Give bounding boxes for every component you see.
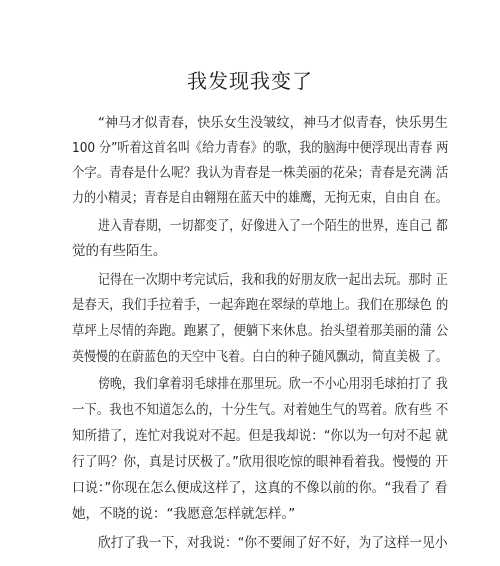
line-text: 她，不晓的说：“我愿意怎样就怎样。” xyxy=(72,506,296,522)
line-text: 是春天，我们手拉着手，一起奔跑在翠绿的草地上。我们在那绿色 的 xyxy=(72,297,449,313)
line-text: 进入青春期，一切都变了，好像进入了一个陌生的世界，连自己 都 xyxy=(98,218,448,234)
line-text: 英慢慢的在蔚蓝色的天空中飞着。白白的种子随风飘动，简直美极 了。 xyxy=(72,349,448,365)
line-text: 傍晚，我们拿着羽毛球排在那里玩。欣一不小心用羽毛球拍打了 我 xyxy=(98,376,448,392)
line-text: 觉的有些陌生。 xyxy=(72,243,167,259)
line-text: 草坪上尽情的奔跑。跑累了，便躺下来休息。抬头望着那美丽的蒲 公 xyxy=(72,323,449,339)
line-text: “神马才似青春，快乐女生没皱纹，神马才似青春，快乐男生 xyxy=(98,115,449,131)
line-text: 欣打了我一下，对我说：“你不要闹了好不好，为了这样一见小 xyxy=(98,535,448,551)
line-text: 记得在一次期中考完试后，我和我的好朋友欣一起出去玩。那时 正 xyxy=(98,272,448,288)
document-title: 我发现我变了 xyxy=(187,69,313,93)
line-text: 力的小精灵；青春是自由翱翔在蓝天中的雄鹰，无拘无束，自由自 在。 xyxy=(72,190,448,206)
line-text: 一下。我也不知道怎么的，十分生气。对着她生气的骂着。欣有些 不 xyxy=(72,402,449,418)
line-text: 个字。青春是什么呢？我认为青春是一株美丽的花朵；青春是充满 活 xyxy=(72,165,449,181)
line-text: 行了吗？你，真是讨厌极了。”欣用很吃惊的眼神看着我。慢慢的 开 xyxy=(72,454,449,470)
line-text: 口说：”你现在怎么便成这样了，这真的不像以前的你。“我看了 看 xyxy=(72,480,448,496)
line-text: 知所措了，连忙对我说对不起。但是我却说：“你以为一句对不起 就 xyxy=(72,428,448,444)
line-text: 100 分”听着这首名叫《给力青春》的歌，我的脑海中便浮现出青春 两 xyxy=(72,140,449,156)
